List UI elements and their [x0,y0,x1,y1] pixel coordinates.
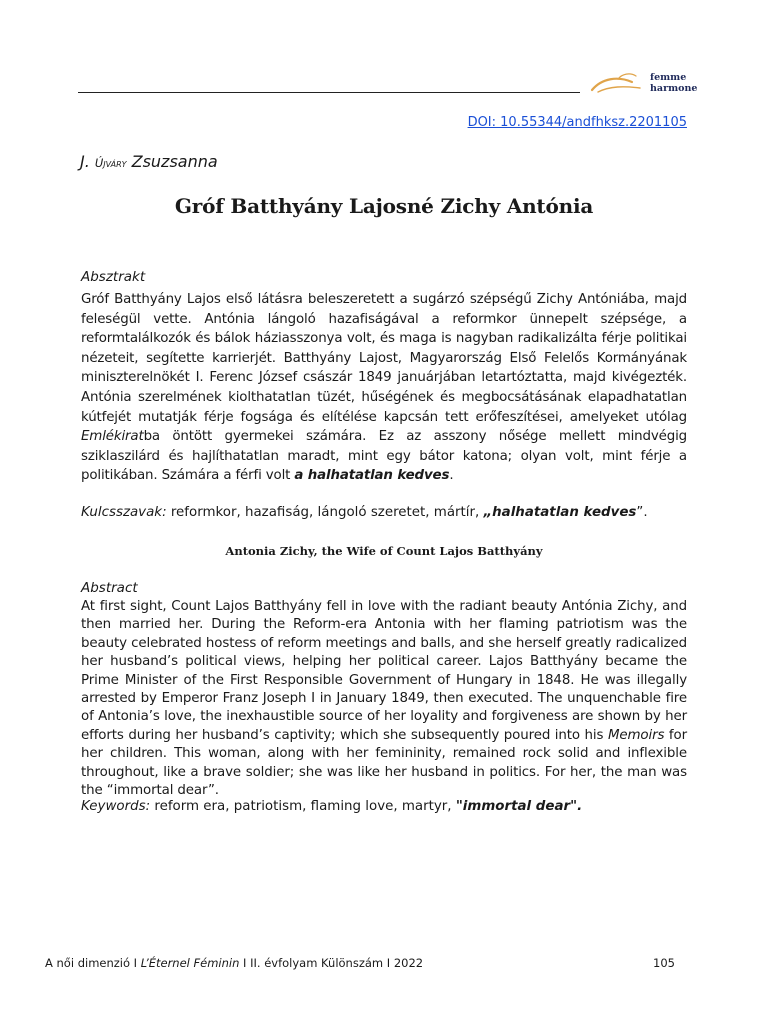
en-keywords [81,799,687,814]
hu-abstract-italic: Emlékirat [81,429,144,445]
logo-text-line2: harmone [650,83,698,94]
hu-abstract-label: Absztrakt [81,269,146,285]
en-abstract-text [81,598,687,800]
en-keywords-text: reform era, patriotism, flaming love, martyr, [150,799,456,814]
article-title: Gróf Batthyány Lajosné Zichy Antónia [174,194,594,218]
hu-abstract-part1: Gróf Batthyány Lajos első látásra beleszeretett a sugárzó szépségű Zichy Antóniába, majd feleségül vette. Antónia lángoló hazafiságával a reformkor ünnepelt szépsége, a reformtalálkozók és bálok háziasszonya volt, és maga is nagyban radikalizálta férje politikai nézeteit, segítette karrierjét. Batthyány Lajost, Magyarország Első Felelős Kormányának miniszterelnökét I. Ferenc József császár 1849 januárjában letartóztatta, majd kivégezték. Antónia szerelmének kiolthatatlan tüzét, hűségének és megbocsátásának elapadhatatlan kútfejét mutatják férje fogsága és elítélése kapcsán tett erőfeszítései, amelyeket utólag [81,292,687,425]
hu-abstract-end: . [449,468,454,484]
hu-keywords-text: reformkor, hazafiság, lángoló szeretet, mártír, [166,505,484,520]
en-abstract-part2: for her children. This woman, along with her femininity, remained rock solid and inflexible throughout, like a brave soldier; she was like her husband in politics. For her, the man was the “immortal dear”. [81,727,687,799]
hu-keywords-label: Kulcsszavak: [81,505,167,520]
author-initial: J. [80,152,95,171]
journal-logo [588,70,708,98]
english-title: Antonia Zichy, the Wife of Count Lajos Batthyány [225,544,543,558]
footer-journal-a: A női dimenzió I [45,956,141,970]
hu-abstract-bold: a halhatatlan kedves [294,468,450,484]
en-abstract-italic: Memoirs [607,727,665,743]
logo-swirl-icon [588,70,648,98]
header-rule [78,92,580,93]
footer-journal-b: L’Éternel Féminin [140,956,240,970]
author-name [80,152,218,171]
hu-keywords-end: ”. [636,505,648,520]
page-number: 105 [653,956,675,970]
hu-keywords [81,505,687,520]
logo-text-line1: femme [650,72,687,83]
footer-journal [45,956,423,970]
hu-abstract-part2: ba öntött gyermekei számára. Ez az asszony nősége mellett mindvégig sziklaszilárd és hajlíthatatlan maradt, mint egy bátor katona; olyan volt, mint férje a politikában. Számára a férfi volt [81,429,687,484]
doi-link[interactable]: DOI: 10.55344/andfhksz.2201105 [467,115,687,130]
en-keywords-bold: "immortal dear". [455,799,583,814]
en-abstract-part1: At first sight, Count Lajos Batthyány fell in love with the radiant beauty Antónia Zichy, and then married her. During the Reform-era Antonia with her flaming patriotism was the beauty celebrated hostess of reform meetings and balls, and she herself greatly radicalized her husband’s political views, helping her political career. Lajos Batthyány became the Prime Minister of the First Responsible Government of Hungary in 1848. He was illegally arrested by Emperor Franz Joseph I in January 1849, then executed. The unquenchable fire of Antonia’s love, the inexhaustible source of her loyality and forgiveness are shown by her efforts during her husband’s captivity; which she subsequently poured into his [81,599,687,743]
hu-abstract-text [81,290,687,486]
footer-journal-c: I II. évfolyam Különszám I 2022 [239,956,424,970]
hu-keywords-bold: „halhatatlan kedves [483,505,637,520]
en-abstract-label: Abstract [81,580,138,596]
en-keywords-label: Keywords: [81,799,151,814]
author-lastname: Újváry [94,156,127,170]
author-firstname: Zsuzsanna [126,152,218,171]
